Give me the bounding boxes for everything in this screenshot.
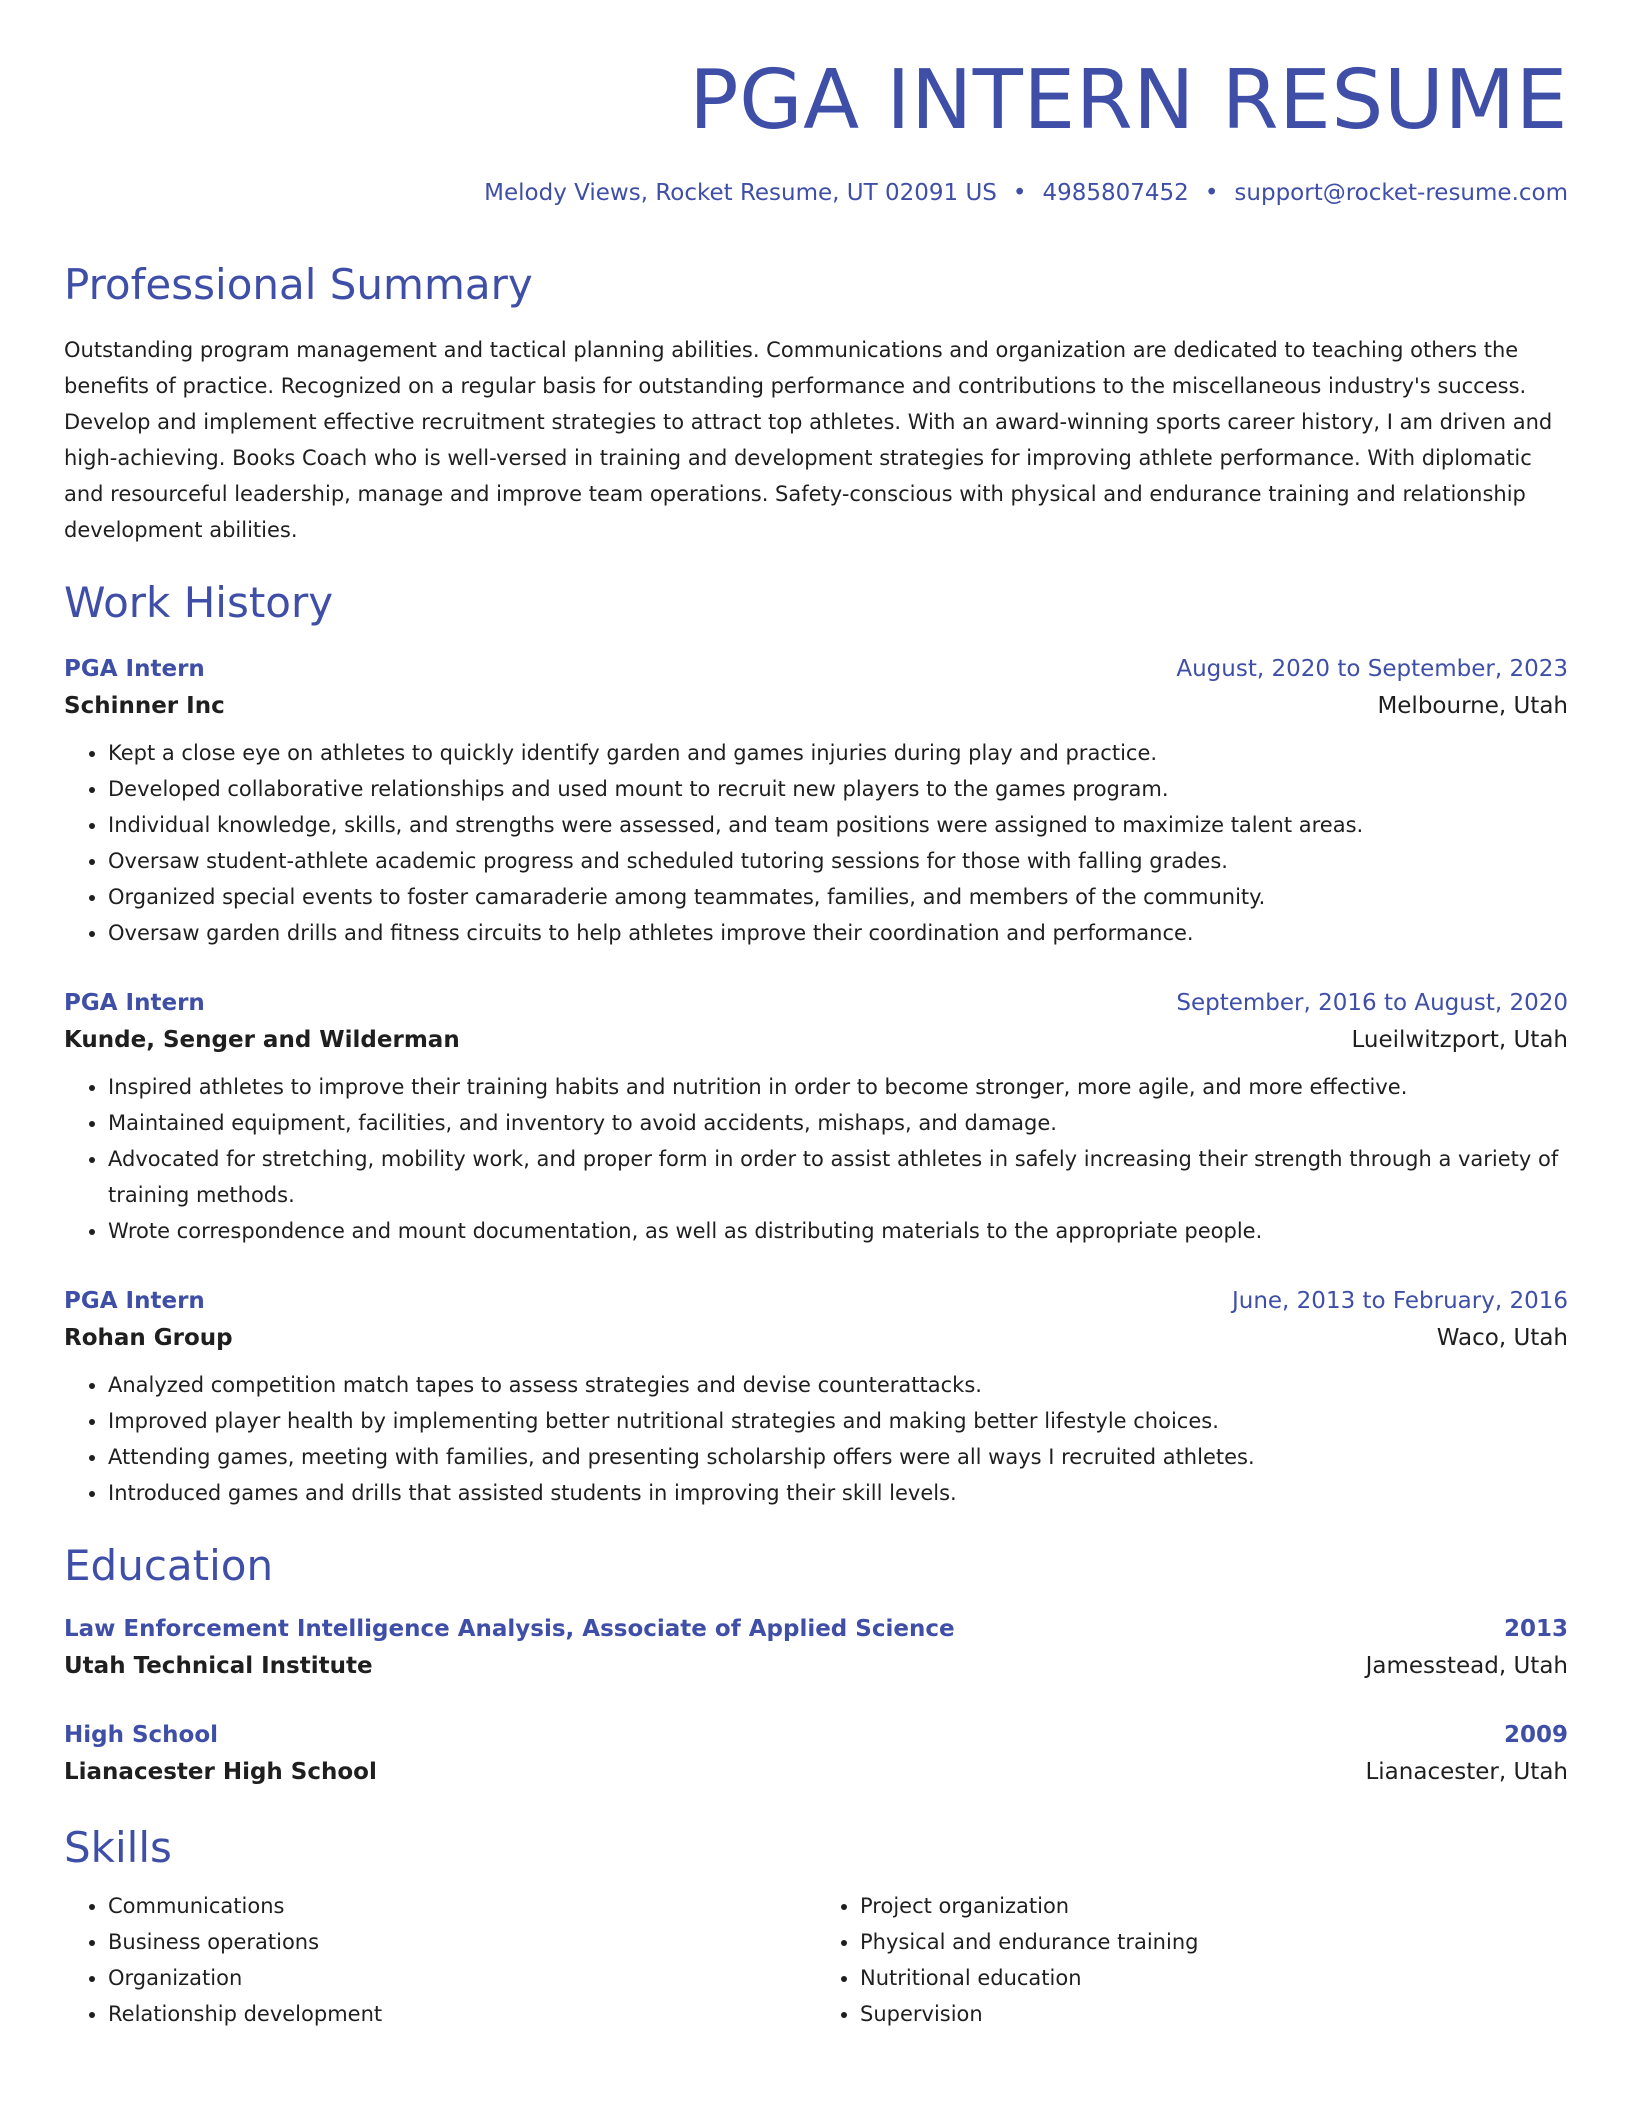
job-bullets: [64, 735, 1568, 951]
job-bullets: [64, 1069, 1568, 1249]
job-company: Schinner Inc: [64, 692, 225, 719]
contact-phone: 4985807452: [1042, 180, 1189, 207]
skill-item: • Nutritional education: [860, 1960, 1568, 1996]
job-dates: September, 2016 to August, 2020: [1176, 989, 1568, 1016]
job-bullet: • Developed collaborative relationships and used mount to recruit new players to the games program.: [108, 771, 1568, 807]
education-year: 2009: [1503, 1722, 1568, 1749]
skill-item: • Relationship development: [108, 1996, 816, 2032]
job-bullet: • Wrote correspondence and mount documentation, as well as distributing materials to the appropriate people.: [108, 1213, 1568, 1249]
education-location: Jamesstead, Utah: [1365, 1653, 1568, 1680]
job-company: Kunde, Senger and Wilderman: [64, 1026, 460, 1053]
job-location: Waco, Utah: [1436, 1324, 1568, 1351]
contact-address: Melody Views, Rocket Resume, UT 02091 US: [484, 180, 997, 207]
education-degree: High School: [64, 1722, 219, 1749]
section-title-education: Education: [64, 1540, 274, 1590]
job-position: PGA Intern: [64, 1287, 205, 1314]
skill-item: • Organization: [108, 1960, 816, 1996]
job-bullet: • Kept a close eye on athletes to quickly identify garden and games injuries during play and practice.: [108, 735, 1568, 771]
skills-list: [64, 1888, 1568, 2032]
job-bullet: • Oversaw student-athlete academic progress and scheduled tutoring sessions for those with falling grades.: [108, 843, 1568, 879]
job-location: Melbourne, Utah: [1377, 692, 1568, 719]
job-bullet: • Inspired athletes to improve their training habits and nutrition in order to become stronger, more agile, and more effective.: [108, 1069, 1568, 1105]
section-title-summary: Professional Summary: [64, 259, 533, 309]
job-entry: [64, 1285, 1568, 1511]
skill-item: • Business operations: [108, 1924, 816, 1960]
section-title-skills: Skills: [64, 1823, 172, 1873]
job-bullet: • Attending games, meeting with families, and presenting scholarship offers were all ways I recruited athletes.: [108, 1439, 1568, 1475]
job-bullets: [64, 1367, 1568, 1511]
job-bullet: • Introduced games and drills that assisted students in improving their skill levels.: [108, 1475, 1568, 1511]
contact-separator: •: [1012, 180, 1027, 207]
education-entry: [64, 1613, 1568, 1683]
job-dates: August, 2020 to September, 2023: [1176, 655, 1568, 682]
section-title-work-history: Work History: [64, 578, 334, 628]
education-school: Lianacester High School: [64, 1759, 377, 1786]
job-bullet: • Oversaw garden drills and fitness circuits to help athletes improve their coordination and performance.: [108, 915, 1568, 951]
skill-item: • Communications: [108, 1888, 816, 1924]
job-position: PGA Intern: [64, 655, 205, 682]
education-entry: [64, 1719, 1568, 1789]
job-bullet: • Improved player health by implementing better nutritional strategies and making better lifestyle choices.: [108, 1403, 1568, 1439]
skill-item: • Supervision: [860, 1996, 1568, 2032]
job-location: Lueilwitzport, Utah: [1351, 1026, 1568, 1053]
skill-item: • Physical and endurance training: [860, 1924, 1568, 1960]
job-entry: [64, 653, 1568, 951]
job-company: Rohan Group: [64, 1324, 233, 1351]
resume-title: PGA INTERN RESUME: [689, 53, 1568, 148]
skills-column-left: [64, 1888, 816, 2032]
job-bullet: • Maintained equipment, facilities, and inventory to avoid accidents, mishaps, and damage.: [108, 1105, 1568, 1141]
education-year: 2013: [1503, 1616, 1568, 1643]
job-bullet: • Advocated for stretching, mobility work, and proper form in order to assist athletes in safely increasing their strength through a variety of training methods.: [108, 1141, 1568, 1213]
education-location: Lianacester, Utah: [1365, 1759, 1568, 1786]
skill-item: • Project organization: [860, 1888, 1568, 1924]
education-degree: Law Enforcement Intelligence Analysis, Associate of Applied Science: [64, 1616, 955, 1643]
skills-column-right: [816, 1888, 1568, 2032]
job-bullet: • Individual knowledge, skills, and strengths were assessed, and team positions were assigned to maximize talent areas.: [108, 807, 1568, 843]
education-school: Utah Technical Institute: [64, 1653, 373, 1680]
job-position: PGA Intern: [64, 989, 205, 1016]
contact-email: support@rocket-resume.com: [1234, 180, 1568, 207]
job-entry: [64, 987, 1568, 1249]
job-dates: June, 2013 to February, 2016: [1231, 1287, 1568, 1314]
summary-text: Outstanding program management and tactical planning abilities. Communications and organization are dedicated to teaching others the benefits of practice. Recognized on a regular basis for outstanding performance and contributions to the miscellaneous industry's success. Develop and implement effective recruitment strategies to attract top athletes. With an award-winning sports career history, I am driven and high-achieving. Books Coach who is well-versed in training and development strategies for improving athlete performance. With diplomatic and resourceful leadership, manage and improve team operations. Safety-conscious with physical and endurance training and relationship development abilities.: [64, 338, 1553, 543]
job-bullet: • Analyzed competition match tapes to assess strategies and devise counterattacks.: [108, 1367, 1568, 1403]
job-bullet: • Organized special events to foster camaraderie among teammates, families, and members of the community.: [108, 879, 1568, 915]
contact-separator: •: [1204, 180, 1219, 207]
contact-line: [64, 180, 1568, 208]
